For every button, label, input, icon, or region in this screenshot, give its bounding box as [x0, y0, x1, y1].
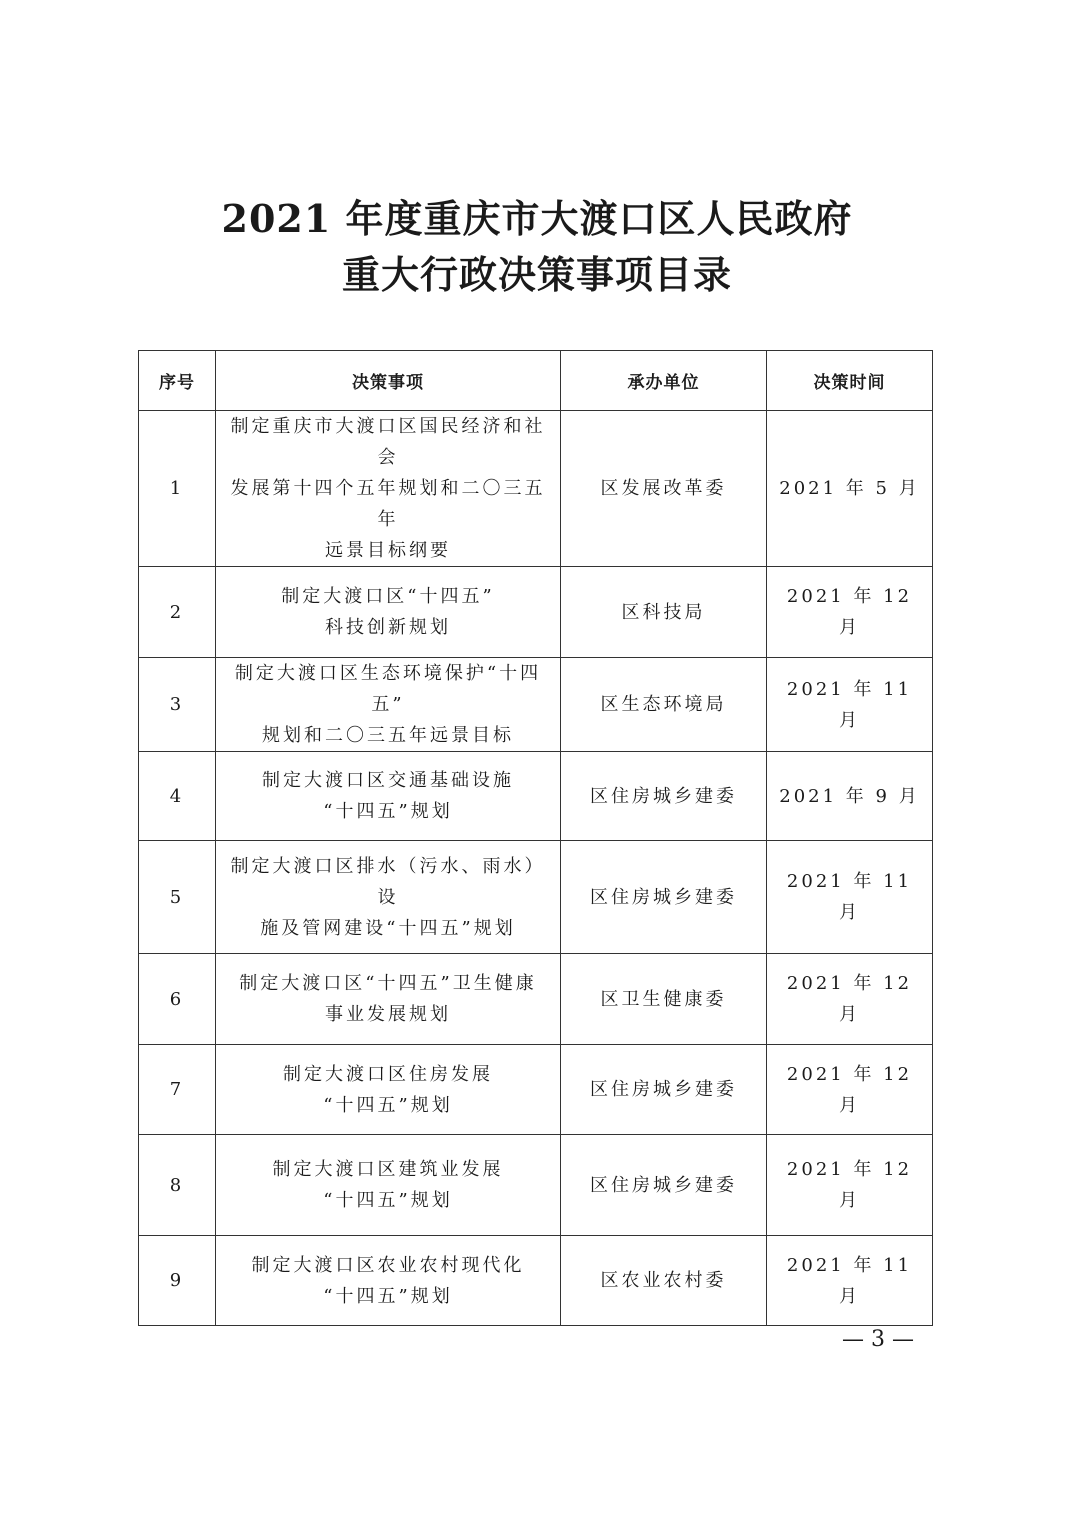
row-number: 3 [139, 658, 216, 752]
row-item-line: “十四五”规划 [323, 801, 453, 822]
row-time: 2021 年 9 月 [767, 752, 933, 841]
row-item-line: 施及管网建设“十四五”规划 [260, 917, 516, 939]
row-time: 2021 年 12 月 [767, 1135, 933, 1236]
row-item-line: “十四五”规划 [323, 1094, 453, 1116]
table-row [139, 1135, 933, 1236]
row-unit: 区住房城乡建委 [561, 1135, 767, 1236]
row-number: 1 [139, 411, 216, 567]
header-number: 序号 [139, 351, 216, 411]
row-item [216, 1135, 561, 1236]
header-item: 决策事项 [216, 351, 561, 411]
row-number: 2 [139, 567, 216, 658]
row-unit: 区卫生健康委 [561, 954, 767, 1045]
row-item [216, 567, 561, 658]
table-row [139, 1045, 933, 1135]
row-time: 2021 年 12 月 [767, 1045, 933, 1135]
row-number: 8 [139, 1135, 216, 1236]
row-unit: 区生态环境局 [561, 658, 767, 752]
header-time: 决策时间 [767, 351, 933, 411]
decision-catalog-table [138, 350, 933, 1326]
row-item-line: 制定大渡口区农业农村现代化 [251, 1254, 525, 1276]
table-row [139, 1236, 933, 1326]
row-unit: 区发展改革委 [561, 411, 767, 567]
row-item-line: 制定大渡口区“十四五” [281, 586, 495, 607]
row-item-line: “十四五”规划 [323, 1285, 453, 1307]
header-unit: 承办单位 [561, 351, 767, 411]
row-item-line: “十四五”规划 [323, 1190, 453, 1211]
row-unit: 区农业农村委 [561, 1236, 767, 1326]
page-number: — 3 — [842, 1327, 914, 1352]
row-unit: 区住房城乡建委 [561, 1045, 767, 1135]
row-time: 2021 年 5 月 [767, 411, 933, 567]
row-item-line: 制定大渡口区住房发展 [283, 1063, 493, 1085]
table-row [139, 954, 933, 1045]
row-item-line: 制定大渡口区“十四五”卫生健康 [239, 973, 537, 994]
table-row [139, 841, 933, 954]
row-item [216, 954, 561, 1045]
row-item [216, 1236, 561, 1326]
row-item-line: 制定重庆市大渡口区国民经济和社会 [230, 416, 546, 468]
row-item [216, 752, 561, 841]
table-row [139, 567, 933, 658]
row-number: 9 [139, 1236, 216, 1326]
row-number: 5 [139, 841, 216, 954]
row-item-line: 制定大渡口区交通基础设施 [262, 770, 514, 791]
row-unit: 区住房城乡建委 [561, 841, 767, 954]
row-time: 2021 年 11 月 [767, 1236, 933, 1326]
row-unit: 区住房城乡建委 [561, 752, 767, 841]
row-number: 4 [139, 752, 216, 841]
row-time: 2021 年 12 月 [767, 567, 933, 658]
row-time: 2021 年 11 月 [767, 841, 933, 954]
row-item-line: 制定大渡口区排水（污水、雨水）设 [230, 855, 546, 908]
row-item [216, 1045, 561, 1135]
row-unit: 区科技局 [561, 567, 767, 658]
row-item-line: 制定大渡口区生态环境保护“十四五” [234, 663, 542, 715]
row-item-line: 规划和二〇三五年远景目标 [262, 725, 514, 746]
document-title-line-1: 2021 年度重庆市大渡口区人民政府 [221, 196, 853, 241]
row-item [216, 658, 561, 752]
table-row [139, 411, 933, 567]
table-row [139, 752, 933, 841]
row-item-line: 科技创新规划 [325, 617, 451, 638]
row-time: 2021 年 12 月 [767, 954, 933, 1045]
row-item [216, 411, 561, 567]
row-number: 6 [139, 954, 216, 1045]
row-number: 7 [139, 1045, 216, 1135]
row-item-line: 远景目标纲要 [325, 540, 451, 561]
row-time: 2021 年 11 月 [767, 658, 933, 752]
table-header-row [139, 351, 933, 411]
row-item-line: 事业发展规划 [325, 1004, 451, 1025]
row-item-line: 发展第十四个五年规划和二〇三五年 [230, 478, 546, 530]
table-row [139, 658, 933, 752]
document-title-line-2: 重大行政决策事项目录 [341, 252, 732, 297]
row-item [216, 841, 561, 954]
row-item-line: 制定大渡口区建筑业发展 [272, 1159, 504, 1180]
